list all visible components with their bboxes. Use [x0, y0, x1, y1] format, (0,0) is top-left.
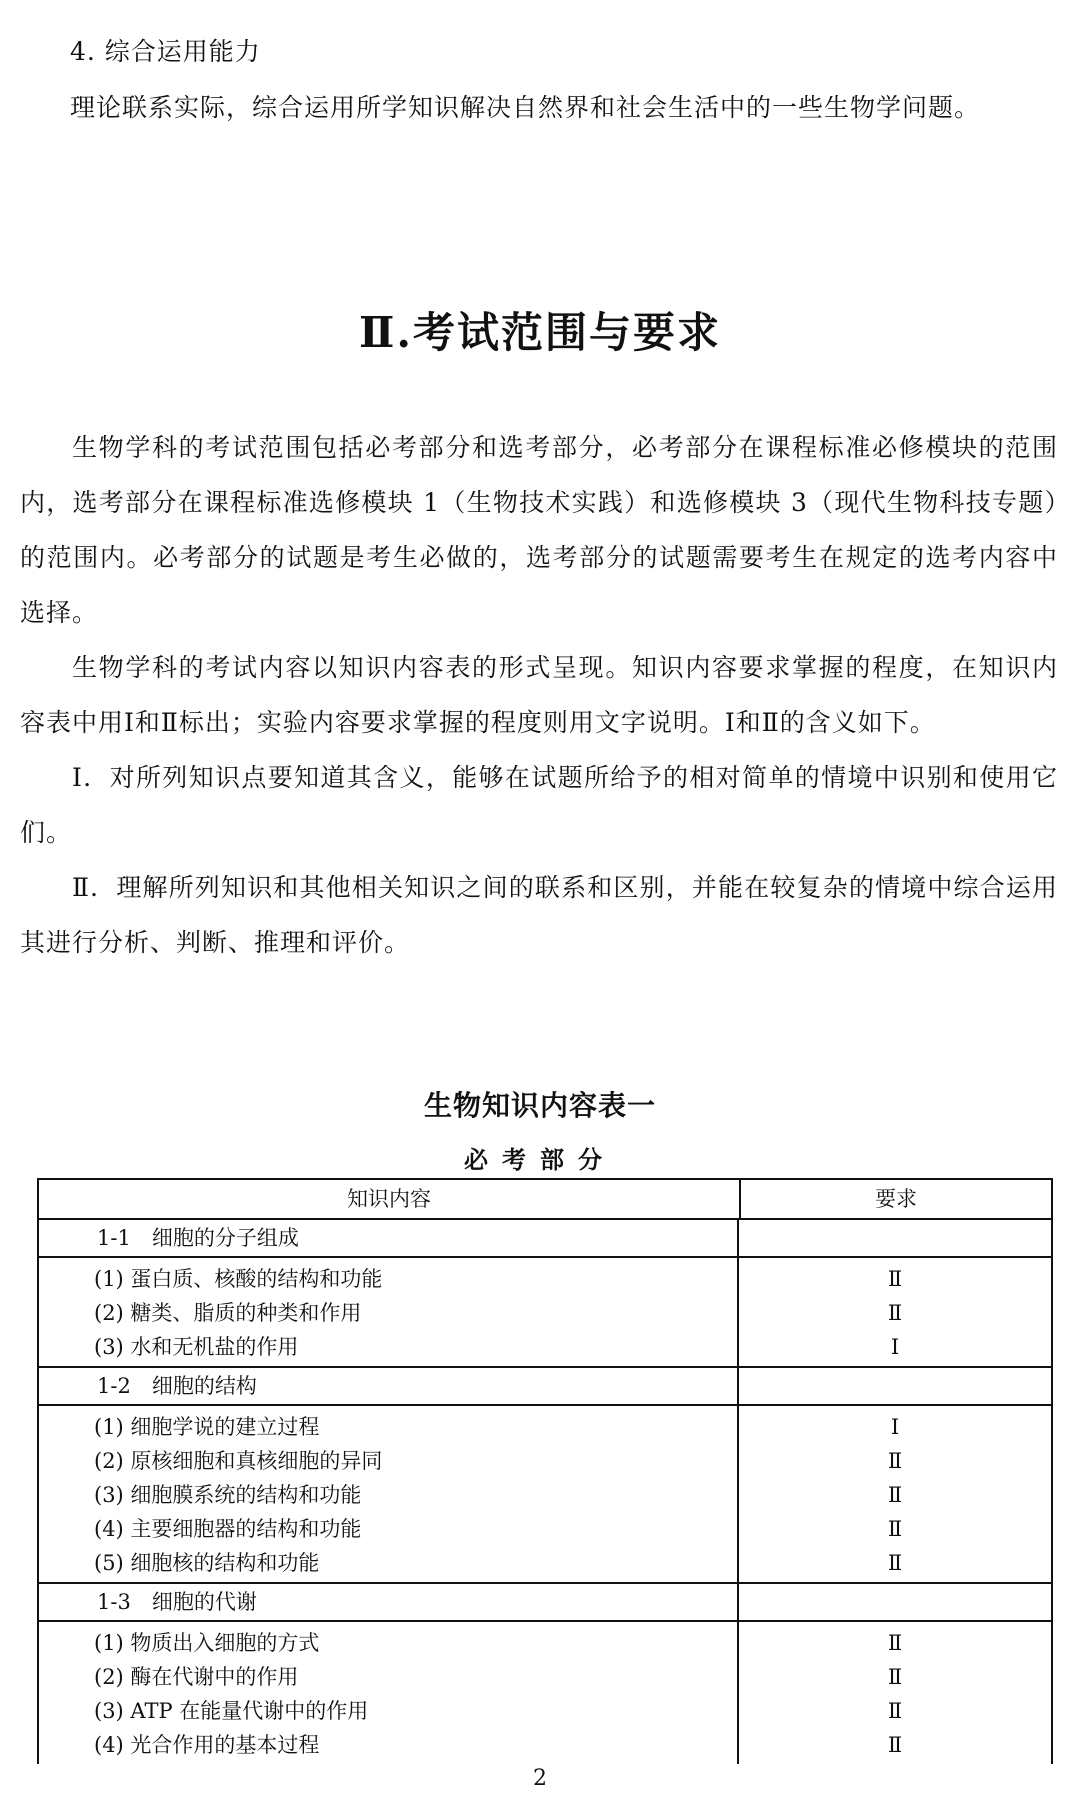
- section-label: 1-1 细胞的分子组成: [39, 1220, 739, 1256]
- table-item: (3) ATP 在能量代谢中的作用: [94, 1699, 369, 1723]
- section-label: 1-3 细胞的代谢: [39, 1584, 739, 1620]
- requirement-level: Ⅱ: [887, 1733, 903, 1757]
- requirement-level: Ⅱ: [887, 1665, 903, 1689]
- requirement-level: Ⅰ: [890, 1415, 900, 1439]
- table-item: (5) 细胞核的结构和功能: [94, 1551, 320, 1575]
- requirement-level: Ⅱ: [887, 1551, 903, 1575]
- paragraph: Ⅰ．对所列知识点要知道其含义，能够在试题所给予的相对简单的情境中识别和使用它们。: [20, 763, 1058, 847]
- table-item-group: [39, 1622, 1051, 1764]
- table-section-row: [39, 1584, 1051, 1622]
- ability-title: 4. 综合运用能力: [70, 37, 261, 66]
- paragraph: Ⅱ．理解所列知识和其他相关知识之间的联系和区别，并能在较复杂的情境中综合运用其进行分析、判断、推理和评价。: [20, 873, 1058, 957]
- section-heading: Ⅱ.考试范围与要求: [358, 308, 722, 357]
- requirement-level: Ⅱ: [887, 1631, 903, 1655]
- table-item: (2) 原核细胞和真核细胞的异同: [94, 1449, 383, 1473]
- table-item-group: [39, 1406, 1051, 1584]
- section-label: 1-2 细胞的结构: [39, 1368, 739, 1404]
- column-header-requirement: 要求: [875, 1187, 917, 1211]
- table-item: (4) 主要细胞器的结构和功能: [94, 1517, 362, 1541]
- requirement-level: Ⅱ: [887, 1483, 903, 1507]
- requirement-level: Ⅱ: [887, 1699, 903, 1723]
- table-section-row: [39, 1220, 1051, 1258]
- table-header-row: [39, 1180, 1051, 1220]
- column-header-content: 知识内容: [39, 1180, 741, 1218]
- requirement-level: Ⅰ: [890, 1335, 900, 1359]
- requirement-level: Ⅱ: [887, 1517, 903, 1541]
- requirement-level: Ⅱ: [887, 1449, 903, 1473]
- paragraph: 生物学科的考试内容以知识内容表的形式呈现。知识内容要求掌握的程度，在知识内容表中用Ⅰ和Ⅱ标出；实验内容要求掌握的程度则用文字说明。Ⅰ和Ⅱ的含义如下。: [20, 653, 1058, 737]
- page-number: 2: [533, 1766, 547, 1791]
- table-item-group: [39, 1258, 1051, 1368]
- table-item: (3) 细胞膜系统的结构和功能: [94, 1483, 362, 1507]
- table-item: (3) 水和无机盐的作用: [94, 1335, 299, 1359]
- body-text: [20, 420, 1058, 970]
- requirement-level: Ⅱ: [887, 1301, 903, 1325]
- table-item: (2) 酶在代谢中的作用: [94, 1665, 299, 1689]
- table-item: (1) 细胞学说的建立过程: [94, 1415, 320, 1439]
- table-subtitle: 必考部分: [464, 1145, 616, 1174]
- requirement-level: Ⅱ: [887, 1267, 903, 1291]
- table-item: (4) 光合作用的基本过程: [94, 1733, 320, 1757]
- table-section-row: [39, 1368, 1051, 1406]
- ability-text: 理论联系实际，综合运用所学知识解决自然界和社会生活中的一些生物学问题。: [70, 93, 981, 122]
- table-item: (1) 蛋白质、核酸的结构和功能: [94, 1267, 383, 1291]
- table-item: (2) 糖类、脂质的种类和作用: [94, 1301, 362, 1325]
- table-title: 生物知识内容表一: [423, 1089, 656, 1122]
- paragraph: 生物学科的考试范围包括必考部分和选考部分，必考部分在课程标准必修模块的范围内，选考部分在课程标准选修模块 1（生物技术实践）和选修模块 3（现代生物科技专题）的范围内。必考部分的试题是考生必做的，选考部分的试题需要考生在规定的选考内容中选择。: [20, 433, 1058, 627]
- knowledge-table: [37, 1178, 1053, 1764]
- table-item: (1) 物质出入细胞的方式: [94, 1631, 320, 1655]
